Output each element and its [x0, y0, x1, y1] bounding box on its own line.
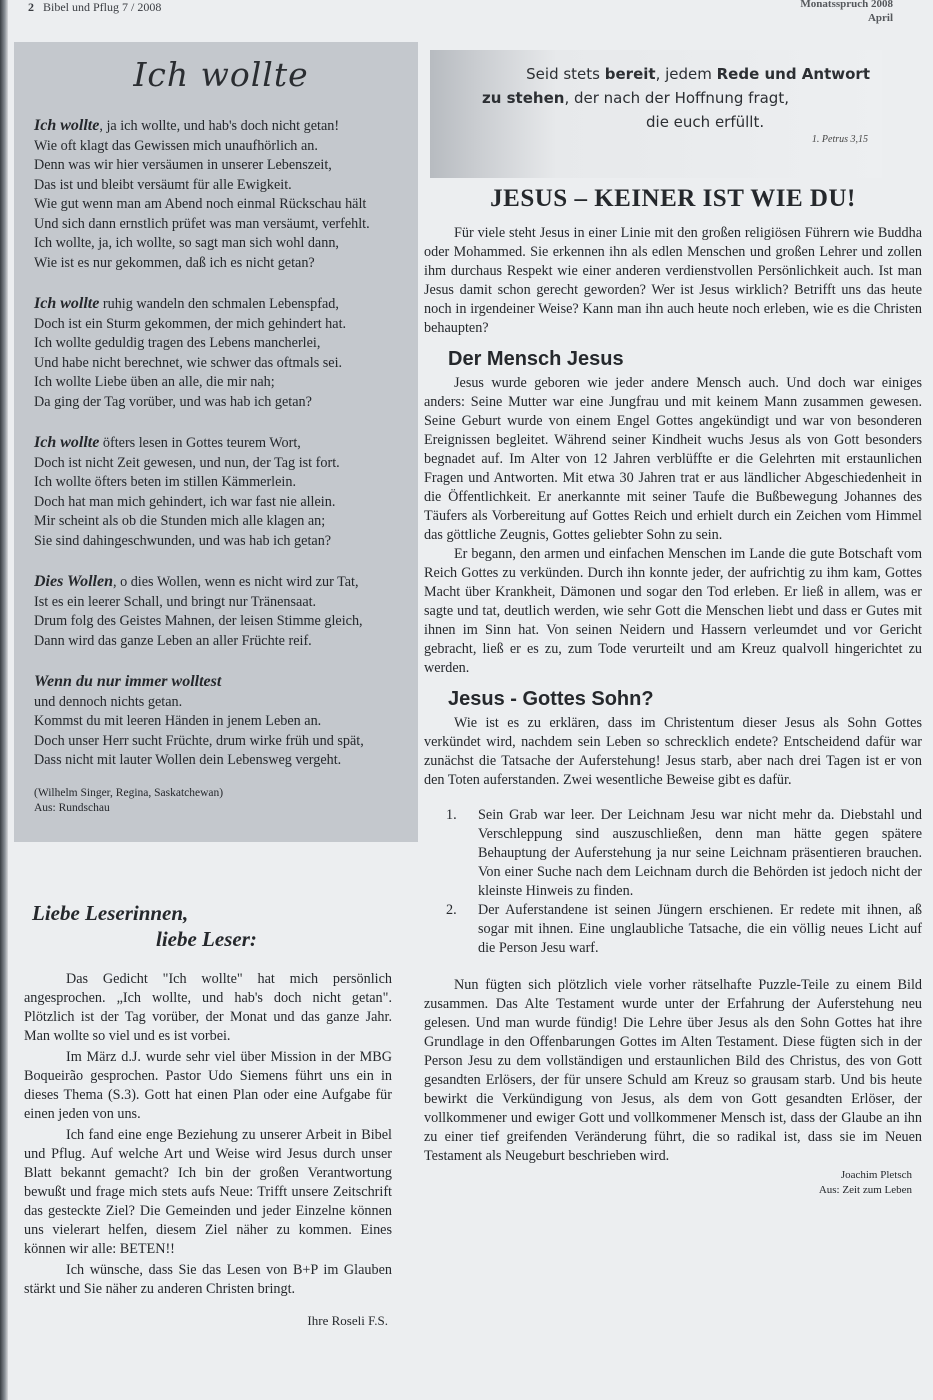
poem-line [34, 532, 408, 552]
verse-line-2: zu stehen, der nach der Hoffnung fragt, [482, 89, 789, 107]
poem-line [34, 593, 408, 613]
poem-credit [34, 786, 408, 816]
poem-stanza [34, 433, 408, 551]
article-intro: Für viele steht Jesus in einer Linie mit den großen religiösen Führern wie Buddha oder Mohammed. Sie erkennen ihn als edlen Menschen und großen Lehrer und zollen ihm durchaus Respekt wie einer anderen verdienstvollen Persönlichkeit auch. Ist man Jesus damit schon gerecht geworden? Wer ist Jesus wirklich? Betrifft uns das heute noch in irgendeiner Weise? Kann man ihn auch heute noch erleben, wie es die Christen behaupten? [424, 225, 922, 336]
poem-line-text: Drum folg des Geistes Mahnen, der leisen Stimme gleich, [34, 613, 363, 629]
poem-line [34, 354, 408, 374]
verse-line-1: Seid stets bereit, jedem Rede und Antwort [526, 65, 870, 83]
letter-greeting-line2: liebe Leser: [156, 927, 257, 951]
letter-paragraph: Ich wünsche, dass Sie das Lesen von B+P im Glauben stärkt und Sie näher zu anderen Christen bringt. [24, 1262, 392, 1297]
list-item [446, 901, 922, 958]
poem-stanza-lead: Ich wollte [34, 434, 100, 451]
poem-title: Ich wollte [133, 55, 309, 94]
poem-line [34, 195, 408, 215]
poem-line [34, 315, 408, 335]
article-paragraph: Wie ist es zu erklären, dass im Christentum dieser Jesus als Sohn Gottes verkündet wird, nachdem sein Leben so schrecklich endete? Entscheidend dafür war zunächst die Tatsache der Auferstehung! Jesus starb, aber nach drei Tagen ist er von den Toten auferstanden. Zwei wesentliche Beweise gibt es dafür. [424, 715, 922, 788]
verse-line-3: die euch erfüllt. [646, 113, 765, 131]
article-author: Joachim Pletsch [840, 1169, 912, 1181]
poem-line-text: Und sich dann ernstlich prüfet was man versäumt, verfehlt. [34, 215, 370, 232]
poem-line-text: Doch ist ein Sturm gekommen, der mich gehindert hat. [34, 315, 347, 332]
poem-line [34, 334, 408, 354]
page-binding-edge [0, 0, 8, 1400]
poem-line [34, 254, 408, 274]
article-title: JESUS – KEINER IST WIE DU! [490, 185, 856, 212]
poem-line [34, 493, 408, 513]
article-closing: Nun fügten sich plötzlich viele vorher rätselhafte Puzzle-Teile zu einem Bild zusammen. Das Alte Testament wurde unter der Erfahrung der Auferstehung neu gelesen. Und man wurde fündig! Die Lehre über Jesus als den Sohn Gottes hat ihre Grundlage in den Offenbarungen Gottes im Alten Testament. Diese fügten sich in der Person Jesu zu dem vollständigen und erstaunlichen Bild des Christus, des von Gott gesandten Erlösers, der für unsere Schuld am Kreuz so grausam starb. Und bis heute bewirkt die Verkündigung von Jesus, als dem von Gott gesandten Erlöser, der vollkommener und ewiger Gott und vollkommener Mensch ist, dass der Glaube an ihn zu einer tief greifenden Veränderung führt, die so radikal ist, dass sie im Neuen Testament als Neugeburt beschrieben wird. [424, 977, 922, 1164]
poem-line [34, 672, 408, 693]
poem-line [34, 234, 408, 254]
page-number: 2 [28, 0, 34, 14]
poem-line-text: Ich wollte, ja, ich wollte, so sagt man sich wohl dann, [34, 235, 339, 251]
poem-line-text: Dann wird das ganze Leben an aller Früchte reif. [34, 632, 312, 649]
poem-line [34, 116, 408, 137]
verse-reference: 1. Petrus 3,15 [811, 134, 868, 145]
poem-line [34, 294, 408, 315]
poem-line-text: Wie ist es nur gekommen, daß ich es nicht getan? [34, 254, 315, 271]
poem-line-text: ruhig wandeln den schmalen Lebenspfad, [99, 296, 339, 312]
poem-stanza [34, 116, 408, 273]
poem-line-text: Sie sind dahingeschwunden, und was hab ich getan? [34, 532, 332, 549]
poem-author: (Wilhelm Singer, Regina, Saskatchewan) [34, 786, 224, 799]
verse-text [450, 62, 870, 134]
poem-line-text: , o dies Wollen, wenn es nicht wird zur Tat, [112, 574, 359, 590]
article [424, 184, 922, 1198]
poem-line [34, 156, 408, 176]
poem-line-text: Und habe nicht berechnet, wie schwer das oftmals sei. [34, 354, 343, 371]
article-byline [424, 1168, 922, 1198]
evidence-list [446, 806, 922, 958]
letter-paragraph: Ich fand eine enge Beziehung zu unserer Arbeit in Bibel und Pflug. Auf welche Art und Weise wird Jesus durch unser Blatt bekannt gemacht? Ich bin der großen Verantwortung bewußt und frage mich stets aufs Neue: Trifft unsere Zeitschrift das gesteckte Ziel? Die Gemeinden und jeder Einzelne können uns vielerart helfen, diesem Ziel näher zu kommen. Eines können wir alle: BETEN!! [24, 1127, 392, 1257]
poem-line [34, 751, 408, 771]
poem-line-text: Wie gut wenn man am Abend noch einmal Rückschau hält [34, 196, 367, 212]
poem-stanza [34, 672, 408, 771]
article-paragraph: Jesus wurde geboren wie jeder andere Mensch auch. Und doch war einiges anders: Seine Mutter war eine Jungfrau und mit keinem Mann zusammen gewesen. Seine Geburt wurde von einem Engel Gottes angekündigt und war von besonderen Ereignissen begleitet. Während seiner Kindheit wuchs Jesus als von Gott besonders begnadet auf. Im Alter von 12 Jahren verblüffte er die Gelehrten mit erstaunlichen Fragen und Antworten. Mit etwa 30 Jahren trat er aus ländlicher Abgeschiedenheit in die Öffentlichkeit. Er anerkannte mit seiner Taufe die Bußbewegung Johannes des Täufers als Vorbereitung auf Gottes Reich und erhielt durch ein Zeichen vom Himmel das göttliche Zeugnis, Gottes geliebter Sohn zu sein. [424, 375, 922, 543]
poem-line [34, 612, 408, 632]
poem-box [14, 42, 418, 842]
poem-stanza-lead: Wenn du nur immer wolltest [34, 673, 222, 690]
monthly-verse-month: April [867, 12, 893, 24]
poem-source: Aus: Rundschau [34, 801, 110, 814]
poem-stanza [34, 572, 408, 651]
poem-stanza-lead: Dies Wollen [34, 573, 113, 590]
poem-line [34, 712, 408, 732]
monthly-verse-box [430, 50, 882, 178]
letter-signoff: Ihre Roseli F.S. [307, 1313, 388, 1328]
poem-line-text: Wie oft klagt das Gewissen mich unaufhörlich an. [34, 137, 318, 154]
editor-letter [24, 900, 392, 1329]
poem-line [34, 693, 408, 713]
poem-line [34, 454, 408, 474]
poem-line-text: Mir scheint als ob die Stunden mich alle klagen an; [34, 513, 326, 529]
poem-line-text: Ist es ein leerer Schall, und bringt nur Tränensaat. [34, 593, 317, 610]
monthly-verse-label [800, 0, 893, 25]
poem-line-text: Kommst du mit leeren Händen in jenem Leben an. [34, 713, 322, 729]
list-number: 1. [446, 807, 457, 823]
monthly-verse-title: Monatsspruch 2008 [800, 0, 893, 10]
poem-line-text: , ja ich wollte, und hab's doch nicht getan! [99, 118, 340, 134]
poem-line-text: Denn was wir hier versäumen in unserer Lebenszeit, [34, 157, 332, 173]
letter-paragraph: Im März d.J. wurde sehr viel über Mission in der MBG Boqueirão gesprochen. Pastor Udo Siemens führt uns ein in dieses Thema (S.3). Gott hat einen Plan oder eine Aufgabe für einen jeden von uns. [24, 1049, 392, 1122]
poem-line-text: Das ist und bleibt versäumt für alle Ewigkeit. [34, 176, 292, 193]
list-item [446, 806, 922, 901]
poem-line-text: und dennoch nichts getan. [34, 693, 183, 710]
poem-line [34, 215, 408, 235]
poem-line [34, 473, 408, 493]
poem-line-text: Dass nicht mit lauter Wollen dein Lebensweg vergeht. [34, 752, 342, 768]
poem-stanza-lead: Ich wollte [34, 117, 100, 134]
poem-line [34, 572, 408, 593]
poem-line-text: Ich wollte Liebe üben an alle, die mir nah; [34, 374, 275, 390]
letter-greeting-line1: Liebe Leserinnen, [32, 901, 189, 925]
poem-stanza-lead: Ich wollte [34, 295, 100, 312]
article-source: Aus: Zeit zum Leben [818, 1184, 912, 1196]
poem-line-text: Ich wollte geduldig tragen des Lebens mancherlei, [34, 335, 321, 351]
page-header [28, 0, 161, 15]
list-number: 2. [446, 902, 457, 918]
poem-line [34, 433, 408, 454]
poem-line [34, 632, 408, 652]
poem-line-text: Ich wollte öfters beten im stillen Kämmerlein. [34, 474, 296, 490]
poem-line-text: Da ging der Tag vorüber, und was hab ich getan? [34, 393, 312, 410]
poem-stanza [34, 294, 408, 412]
letter-paragraph: Das Gedicht "Ich wollte" hat mich persönlich angesprochen. „Ich wollte, und hab's doch nicht getan". Plötzlich ist der Tag vorüber, der Monat und das ganze Jahr. Man wollte so viel und es ist vorbei. [24, 971, 392, 1044]
poem-line [34, 512, 408, 532]
section-heading: Der Mensch Jesus [448, 348, 624, 370]
section-heading: Jesus - Gottes Sohn? [448, 688, 654, 710]
poem-line-text: Doch hat man mich gehindert, ich war fast nie allein. [34, 493, 336, 510]
publication-name: Bibel und Pflug 7 / 2008 [43, 0, 162, 14]
poem-line-text: öfters lesen in Gottes teurem Wort, [99, 435, 301, 451]
list-text: Sein Grab war leer. Der Leichnam Jesu war nicht mehr da. Diebstahl und Verschleppung sind auszuschließen, denn man hätte gegen spätere Behauptung der Auferstehung ja nur seine Leichnam präsentieren brauchen. Von einer Suche nach dem Leichnam durch die Behörden ist jedoch nicht der kleinste Hinweis zu finden. [478, 807, 922, 899]
poem-line [34, 373, 408, 393]
poem-line-text: Doch ist nicht Zeit gewesen, und nun, der Tag ist fort. [34, 454, 340, 471]
poem-line [34, 176, 408, 196]
poem-line [34, 732, 408, 752]
poem-line-text: Doch unser Herr sucht Früchte, drum wirke früh und spät, [34, 732, 364, 749]
poem-line [34, 393, 408, 413]
list-text: Der Auferstandene ist seinen Jüngern erschienen. Er redete mit ihnen, aß sogar mit ihnen. Eine unglaubliche Tatsache, die ein völlig neues Licht auf die Person Jesu warf. [478, 902, 922, 956]
article-paragraph: Er begann, den armen und einfachen Menschen im Lande die gute Botschaft vom Reich Gottes zu verkünden. Durch ihn konnte jeder, der aufrichtig zu ihm kam, Gottes Macht über Krankheit, Dämonen und sogar den Tod erleben. Er ließ in allem, was er sagte und tat, deutlich werden, wie sehr Gott die Menschen liebt und dass er Gutes mit ihnen im Sinn hat. Von seinen Neidern und Hassern verleumdet und vor Gericht gebracht, ließ er es zu, zum Tode verurteilt und am Kreuz qualvoll hingerichtet zu werden. [424, 546, 922, 676]
poem-line [34, 137, 408, 157]
